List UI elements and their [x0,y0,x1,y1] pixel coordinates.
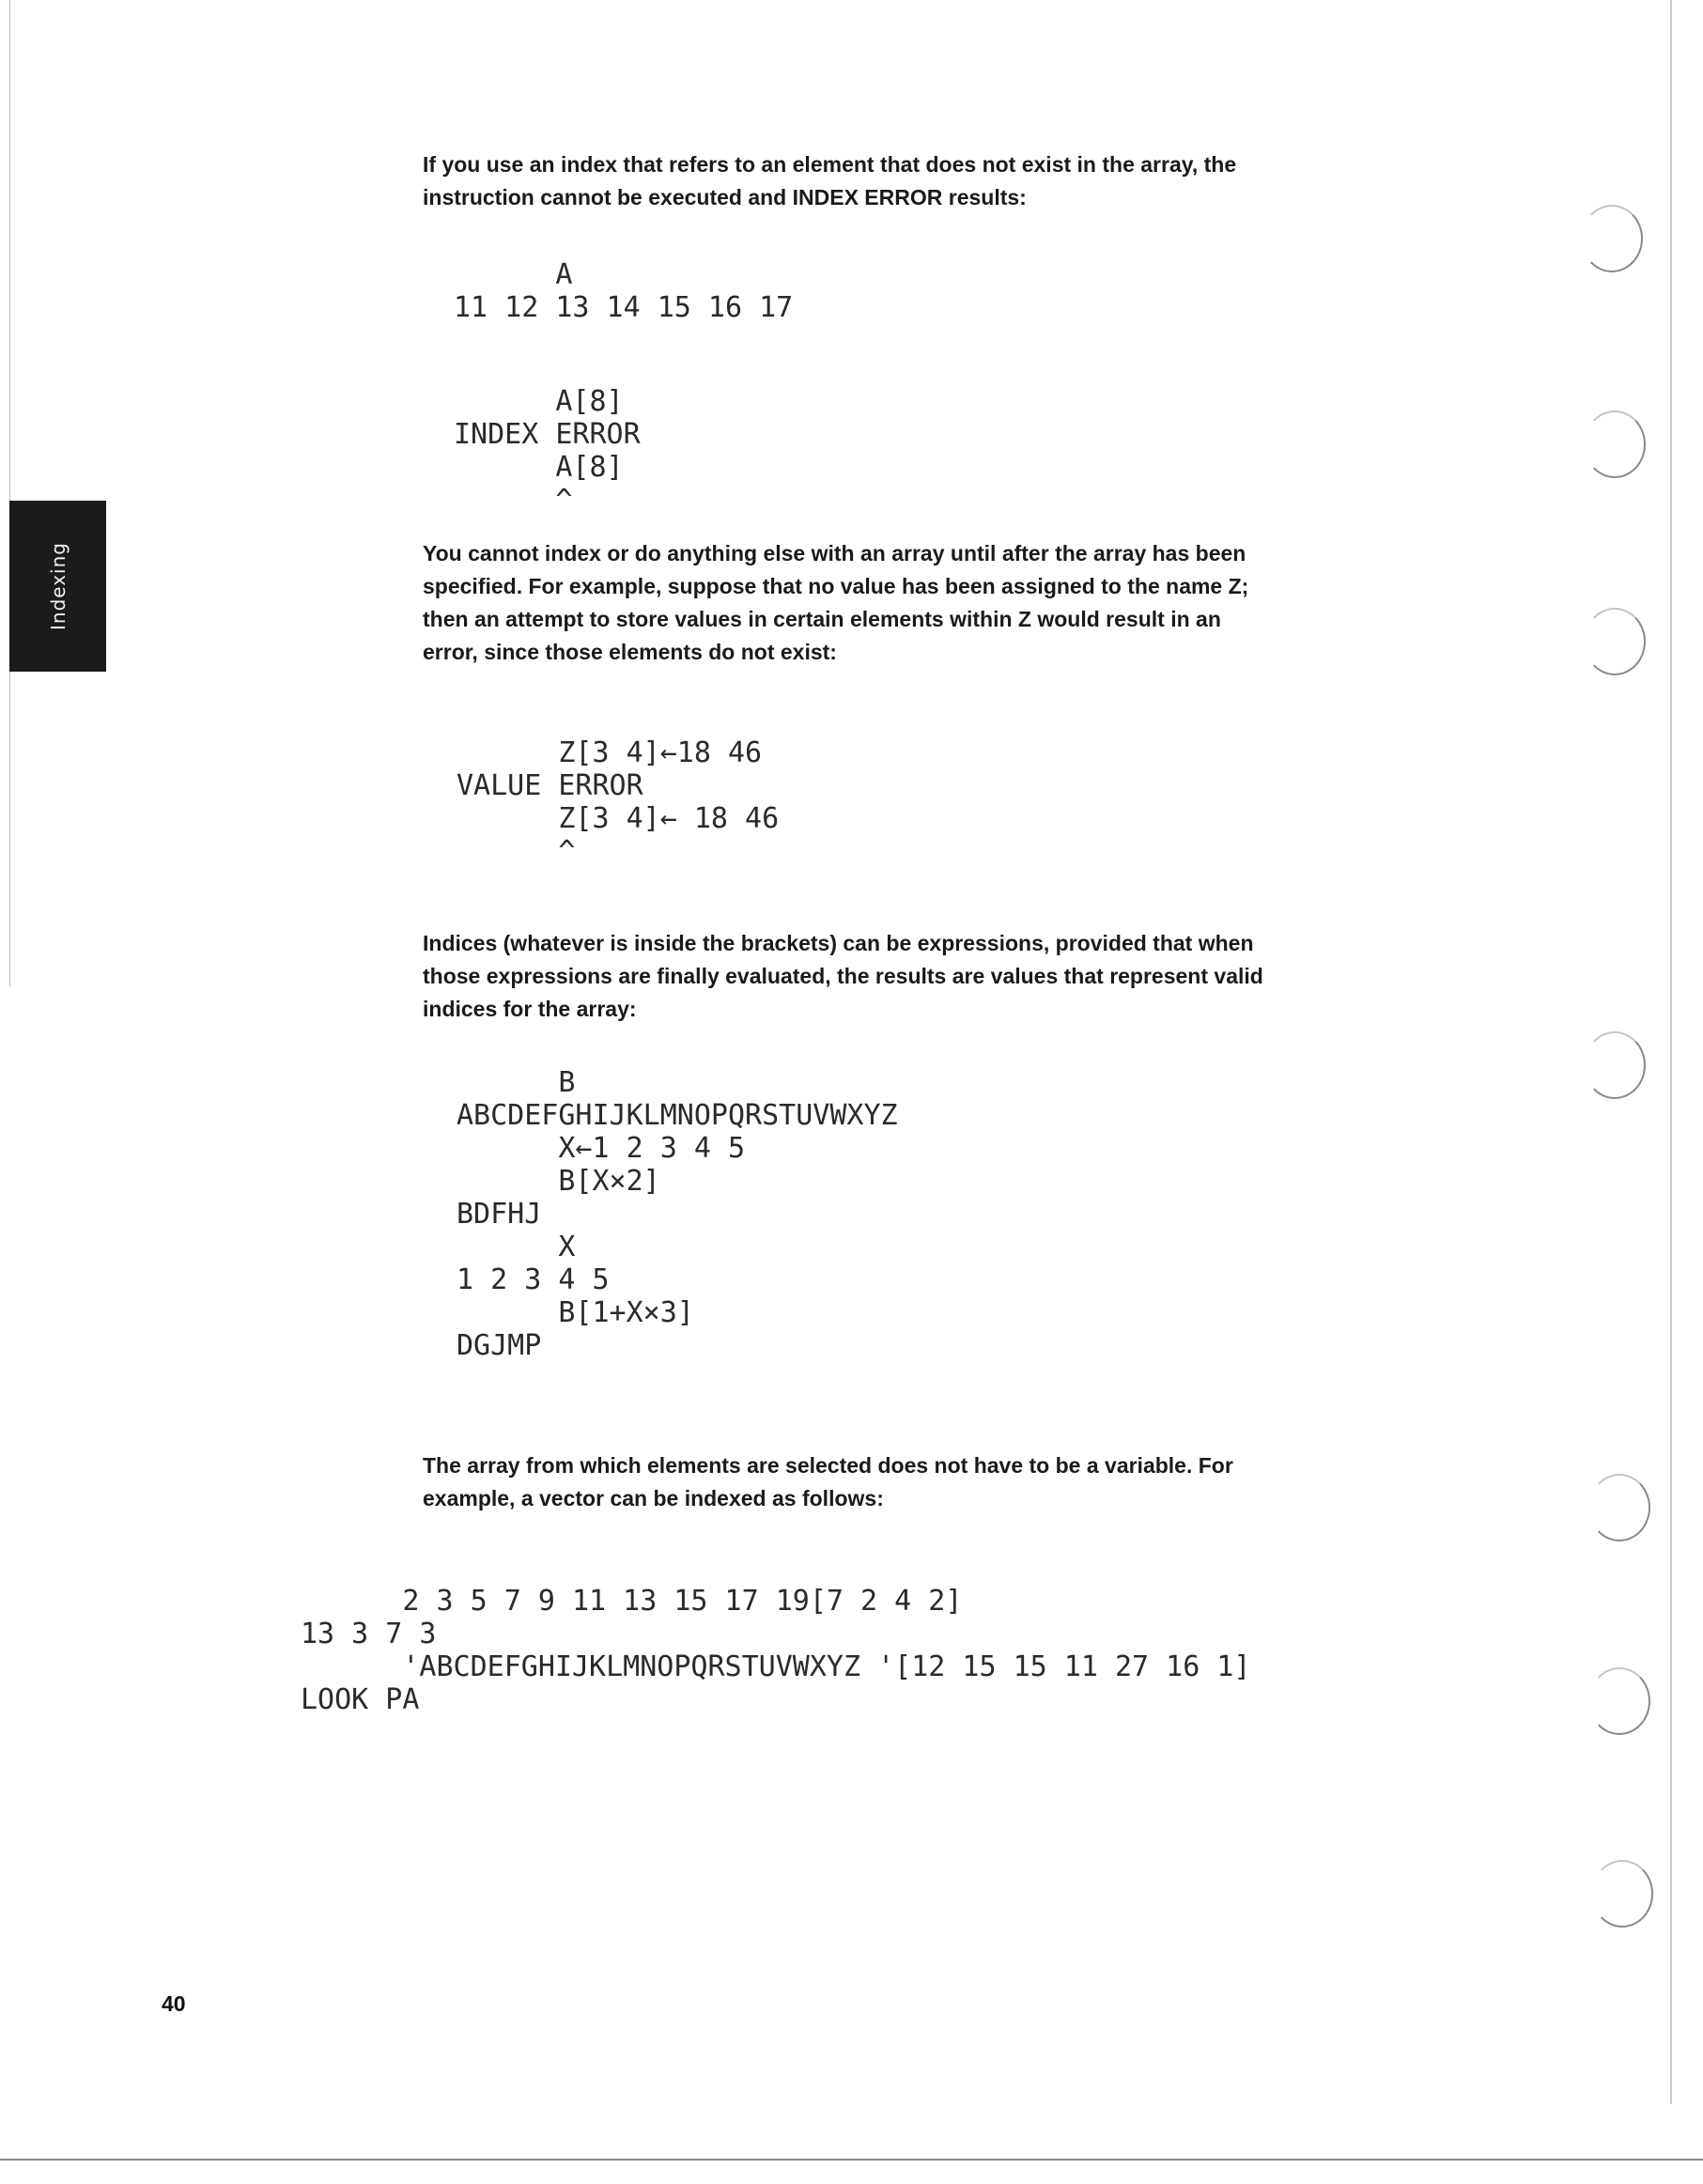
code-line: A[8] [454,451,624,484]
code-line: LOOK PA [301,1683,420,1716]
code-line: 1 2 3 4 5 [457,1263,610,1296]
section-tab-label: Indexing [46,542,70,630]
code-line: B [457,1066,576,1099]
code-line: X [457,1231,576,1263]
code-line: 13 3 7 3 [301,1618,437,1650]
code-line: ^ [454,484,573,517]
text-line: instruction cannot be executed and INDEX ERROR results: [423,185,1027,209]
paragraph-unspecified-array [423,537,1362,669]
page-bottom-edge [0,2159,1703,2161]
text-line: those expressions are finally evaluated, the results are values that represent valid [423,964,1263,988]
text-line: indices for the array: [423,997,637,1021]
code-block-index-error [454,385,641,517]
binder-hole-1 [1581,205,1643,272]
text-line: The array from which elements are selected does not have to be a variable. For [423,1453,1233,1478]
code-line: A[8] [454,385,624,418]
section-tab [9,501,106,672]
binder-hole-2 [1584,410,1646,478]
code-line: INDEX ERROR [454,418,641,451]
binder-hole-4 [1584,1031,1646,1099]
text-line: Indices (whatever is inside the brackets) can be expressions, provided that when [423,931,1254,955]
code-line: ABCDEFGHIJKLMNOPQRSTUVWXYZ [457,1099,898,1132]
code-line: VALUE ERROR [457,769,643,802]
code-line: Z[3 4]←18 46 [457,736,763,769]
code-line: 2 3 5 7 9 11 13 15 17 19[7 2 4 2] [301,1585,963,1618]
text-line: example, a vector can be indexed as follows: [423,1486,884,1510]
page-edge-right [1670,0,1672,2104]
code-line: X←1 2 3 4 5 [457,1132,746,1165]
text-line: If you use an index that refers to an element that does not exist in the array, the [423,152,1237,177]
binder-hole-6 [1588,1667,1650,1735]
paragraph-index-error [423,148,1362,214]
code-line: BDFHJ [457,1198,542,1231]
code-line: 'ABCDEFGHIJKLMNOPQRSTUVWXYZ '[12 15 15 11 27 16 1] [301,1650,1251,1683]
code-block-expression-indexing [457,1066,898,1362]
text-line: specified. For example, suppose that no value has been assigned to the name Z; [423,574,1249,598]
code-line: B[X×2] [457,1165,660,1198]
paragraph-expression-indices [423,927,1362,1026]
code-line: Z[3 4]← 18 46 [457,802,780,835]
binder-hole-7 [1591,1860,1653,1928]
page-edge-left [9,0,10,986]
text-line: You cannot index or do anything else with an array until after the array has been [423,541,1246,565]
text-line: then an attempt to store values in certain elements within Z would result in an [423,607,1221,631]
page-number: 40 [162,1991,186,2016]
code-line: DGJMP [457,1329,542,1362]
code-line: 11 12 13 14 15 16 17 [454,291,794,324]
binder-hole-3 [1584,608,1646,675]
code-block-literal-vector [301,1585,1250,1716]
code-line: A [454,258,573,291]
code-block-value-error [457,736,779,868]
text-line: error, since those elements do not exist: [423,640,837,664]
code-line: B[1+X×3] [457,1296,694,1329]
code-block-vector-a [454,258,793,324]
binder-hole-5 [1588,1474,1650,1541]
paragraph-literal-indexing [423,1449,1362,1515]
code-line: ^ [457,835,576,868]
